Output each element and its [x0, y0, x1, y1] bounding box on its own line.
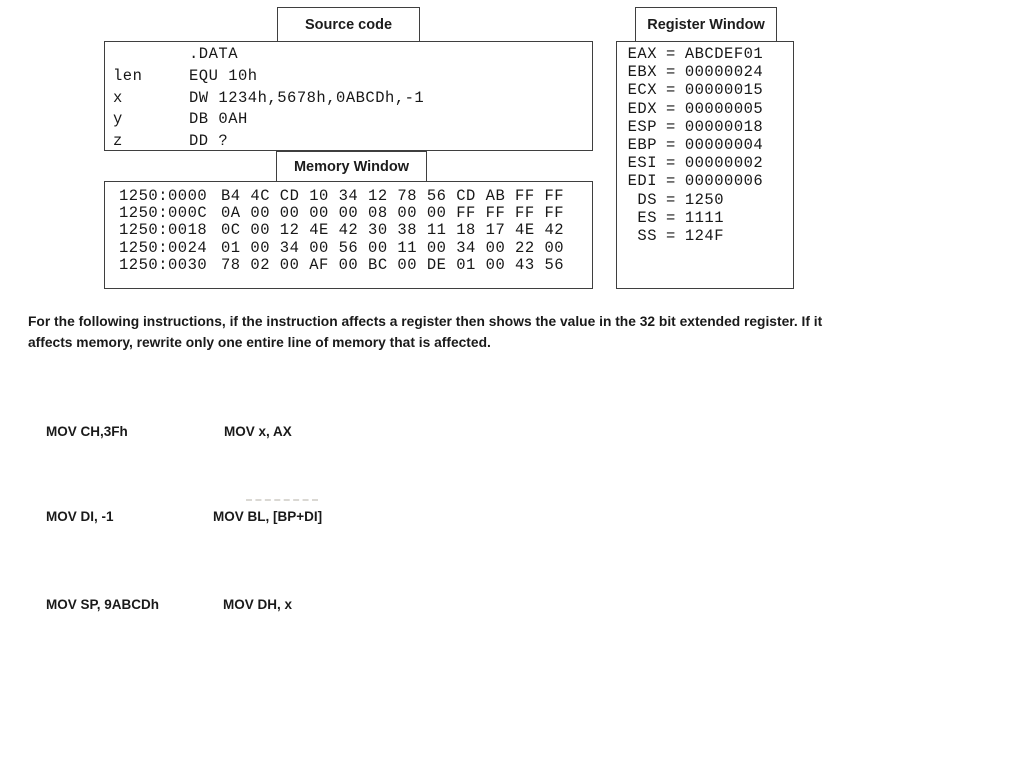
register-name: EBP	[627, 136, 657, 155]
source-line-code: DW 1234h,5678h,0ABCDh,-1	[189, 88, 425, 107]
register-name: ESP	[627, 117, 657, 136]
scan-smudge-artifact	[246, 499, 318, 501]
source-line-code: .DATA	[189, 45, 239, 63]
source-line-label: z	[113, 132, 123, 151]
register-value: 00000018	[684, 117, 764, 136]
register-row	[617, 136, 793, 154]
memory-row	[105, 188, 592, 205]
equals-sign: =	[666, 227, 676, 246]
register-row	[617, 100, 793, 118]
register-row	[617, 154, 793, 172]
source-code-line	[105, 44, 592, 66]
source-line-label	[113, 44, 189, 66]
instructions-line-1: For the following instructions, if the instruction affects a register then shows the value in the 32 bit extended register. If it	[28, 314, 823, 329]
register-row	[617, 118, 793, 136]
equals-sign: =	[666, 208, 676, 227]
mov-exercise-ch-3fh: MOV CH,3Fh	[46, 424, 128, 439]
equals-sign: =	[666, 45, 676, 63]
memory-window-title	[276, 151, 427, 182]
memory-row	[105, 240, 592, 257]
register-value: 00000015	[684, 81, 764, 100]
register-row	[617, 172, 793, 190]
register-value: 00000005	[684, 99, 764, 118]
register-name: SS	[637, 227, 657, 246]
memory-window-title-text: Memory Window	[293, 158, 410, 175]
register-name: ECX	[627, 81, 657, 100]
source-line-label: y	[113, 110, 123, 129]
memory-bytes: 0C 00 12 4E 42 30 38 11 18 17 4E 42	[221, 221, 565, 240]
register-name: ESI	[627, 154, 657, 173]
instructions-paragraph	[28, 312, 822, 354]
equals-sign: =	[666, 63, 676, 82]
memory-bytes: B4 4C CD 10 34 12 78 56 CD AB FF FF	[221, 187, 565, 205]
memory-row	[105, 205, 592, 222]
register-row	[617, 63, 793, 81]
register-row	[617, 81, 793, 99]
source-code-line	[105, 131, 592, 153]
memory-bytes: 01 00 34 00 56 00 11 00 34 00 22 00	[221, 238, 565, 257]
register-value: 1250	[684, 190, 725, 209]
register-row	[617, 45, 793, 63]
mov-exercise-di-neg1: MOV DI, -1	[46, 509, 114, 524]
memory-row	[105, 257, 592, 274]
equals-sign: =	[666, 136, 676, 155]
register-value: 00000024	[684, 63, 764, 82]
memory-address: 1250:000C	[119, 204, 208, 223]
equals-sign: =	[666, 81, 676, 100]
register-name: EBX	[627, 63, 657, 82]
equals-sign: =	[666, 172, 676, 191]
memory-window	[104, 181, 593, 289]
memory-address: 1250:0024	[119, 238, 208, 257]
register-value: 00000006	[684, 172, 764, 191]
equals-sign: =	[666, 190, 676, 209]
source-line-code: DD ?	[189, 132, 229, 151]
register-name: EDX	[627, 99, 657, 118]
register-row	[617, 191, 793, 209]
equals-sign: =	[666, 99, 676, 118]
source-code-line	[105, 66, 592, 88]
memory-address: 1250:0018	[119, 221, 208, 240]
instructions-line-2: affects memory, rewrite only one entire line of memory that is affected.	[28, 334, 491, 350]
register-window-title	[635, 7, 777, 42]
source-code-line	[105, 88, 592, 110]
source-line-code: EQU 10h	[189, 66, 258, 85]
register-row	[617, 209, 793, 227]
mov-exercise-dh-x: MOV DH, x	[223, 597, 293, 612]
memory-bytes: 78 02 00 AF 00 BC 00 DE 01 00 43 56	[221, 255, 565, 274]
source-code-window-title	[277, 7, 420, 42]
source-line-code: DB 0AH	[189, 110, 248, 129]
register-window	[616, 41, 794, 289]
mov-exercise-sp-9abcdh: MOV SP, 9ABCDh	[46, 597, 160, 612]
source-code-line	[105, 109, 592, 131]
register-value: 124F	[684, 227, 725, 246]
register-row	[617, 227, 793, 245]
register-name: DS	[637, 190, 657, 209]
register-value: 00000004	[684, 136, 764, 155]
source-code-title-text: Source code	[304, 16, 393, 33]
source-line-label: x	[113, 88, 123, 107]
register-window-title-text: Register Window	[647, 16, 765, 33]
source-code-window	[104, 41, 593, 151]
mov-exercise-x-ax: MOV x, AX	[224, 424, 292, 439]
register-value: 00000002	[684, 154, 764, 173]
memory-address: 1250:0000	[119, 187, 208, 205]
equals-sign: =	[666, 154, 676, 173]
equals-sign: =	[666, 117, 676, 136]
register-value: ABCDEF01	[684, 45, 764, 63]
register-value: 1111	[684, 208, 725, 227]
register-name: ES	[637, 208, 657, 227]
memory-row	[105, 222, 592, 239]
register-name: EAX	[627, 45, 657, 63]
source-line-label: len	[113, 66, 143, 85]
memory-bytes: 0A 00 00 00 00 08 00 00 FF FF FF FF	[221, 204, 565, 223]
register-name: EDI	[627, 172, 657, 191]
memory-address: 1250:0030	[119, 255, 208, 274]
mov-exercise-bl-bpdi: MOV BL, [BP+DI]	[213, 509, 323, 524]
